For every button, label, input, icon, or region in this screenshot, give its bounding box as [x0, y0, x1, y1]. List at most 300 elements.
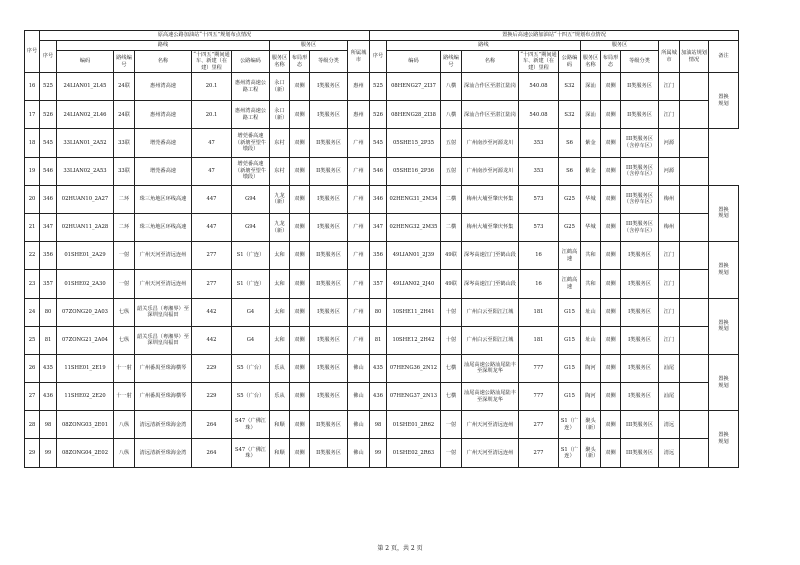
- left-grade-cell: I类服务区: [310, 354, 348, 382]
- planning-table-sheet: [24, 30, 739, 468]
- right-road-code-cell: S6: [559, 157, 581, 185]
- left-city-cell: 惠州: [348, 73, 370, 101]
- right-seq-cell: 98: [370, 411, 387, 439]
- left-city-cell: 广州: [348, 270, 370, 298]
- right-route-no-cell: 八横: [441, 73, 462, 101]
- left-code-cell: 02HUAN11_2A28: [57, 213, 114, 241]
- left-seq-cell: 346: [40, 185, 57, 213]
- left-code-cell: 01SHE02_2A30: [57, 270, 114, 298]
- station-plan-cell: [680, 326, 709, 354]
- table-body: [25, 73, 739, 468]
- right-sa-name-cell: 址山: [581, 298, 601, 326]
- left-sa-name-cell: 九龙（新）: [270, 213, 290, 241]
- station-plan-cell: [680, 383, 709, 411]
- left-city-cell: 广州: [348, 326, 370, 354]
- left-route-no-cell: 十一射: [114, 383, 135, 411]
- left-mileage-cell: 442: [192, 298, 232, 326]
- row-number: 26: [25, 354, 40, 382]
- right-name-cell: 深岑高速江门至鹤山段: [462, 242, 519, 270]
- left-grade-cell: II类服务区: [310, 157, 348, 185]
- right-city-cell: 清远: [659, 411, 680, 439]
- right-route-no-cell: 七横: [441, 354, 462, 382]
- table-row: [25, 157, 739, 185]
- left-name-cell: 珠三角地区环线高速: [135, 213, 192, 241]
- right-mileage-cell: 181: [519, 326, 559, 354]
- right-layout-cell: 双侧: [601, 298, 621, 326]
- left-group-header: 原高速公路加油站“十四五”规划布点情况: [40, 31, 370, 41]
- right-route-no-cell: 五射: [441, 129, 462, 157]
- left-seq-cell: 526: [40, 101, 57, 129]
- row-number: 29: [25, 439, 40, 467]
- left-mileage-cell: 442: [192, 326, 232, 354]
- right-seq-cell: 357: [370, 270, 387, 298]
- left-road-code-cell: G94: [232, 185, 270, 213]
- right-grade-cell: I类服务区: [621, 298, 659, 326]
- left-name-cell: 韶关乐昌（粤湘界）至深圳皇岗福田: [135, 326, 192, 354]
- right-col-grade: 等级分类: [621, 51, 659, 73]
- planning-table: [24, 30, 739, 468]
- right-sa-name-cell: 聚头（新）: [581, 439, 601, 467]
- left-route-header: 路线: [57, 41, 270, 51]
- left-col-seq: 序号: [40, 41, 57, 73]
- left-road-code-cell: S47（广佛江珠）: [232, 439, 270, 467]
- left-layout-cell: 双侧: [290, 101, 310, 129]
- left-mileage-cell: 264: [192, 439, 232, 467]
- left-seq-cell: 546: [40, 157, 57, 185]
- right-col-city: 所属城市: [659, 41, 680, 73]
- right-name-cell: 广州天河至清远连州: [462, 411, 519, 439]
- row-number: 19: [25, 157, 40, 185]
- right-col-name: 名称: [462, 51, 519, 73]
- right-name-cell: 汕尾高速公路汕尾陆丰至深圳龙华: [462, 383, 519, 411]
- table-row: [25, 439, 739, 467]
- right-grade-cell: I类服务区: [621, 270, 659, 298]
- row-number: 20: [25, 185, 40, 213]
- left-road-code-cell: S5（广台）: [232, 383, 270, 411]
- right-code-cell: 07HENG36_2N12: [387, 354, 441, 382]
- right-seq-cell: 347: [370, 213, 387, 241]
- left-layout-cell: 双侧: [290, 326, 310, 354]
- right-city-cell: 江门: [659, 73, 680, 101]
- right-road-code-cell: G25: [559, 213, 581, 241]
- left-col-sa-name: 服务区名称: [270, 51, 290, 73]
- station-plan-cell: [680, 411, 709, 439]
- right-road-code-cell: 江鹤高速: [559, 242, 581, 270]
- remark-text: 置换规划: [718, 319, 729, 333]
- right-route-no-cell: 49联: [441, 242, 462, 270]
- right-seq-cell: 356: [370, 242, 387, 270]
- right-city-cell: 汕尾: [659, 383, 680, 411]
- remark-text: 置换规划: [718, 263, 729, 276]
- left-sa-name-cell: 和顺: [270, 439, 290, 467]
- left-seq-cell: 436: [40, 383, 57, 411]
- row-number: 17: [25, 101, 40, 129]
- left-route-no-cell: 十一射: [114, 354, 135, 382]
- right-group-header: 置换后高速公路加油站“十四五”规划布点情况: [370, 31, 739, 41]
- left-city-cell: 广州: [348, 213, 370, 241]
- left-layout-cell: 双侧: [290, 354, 310, 382]
- left-city-cell: 广州: [348, 157, 370, 185]
- left-city-cell: 佛山: [348, 439, 370, 467]
- right-name-cell: 广州天河至清远连州: [462, 439, 519, 467]
- right-route-no-cell: 一射: [441, 411, 462, 439]
- right-col-mileage: “十四五”期间通车、新建（在建）里程: [520, 51, 557, 71]
- left-name-cell: 惠州湾高速: [135, 73, 192, 101]
- right-name-cell: 汕尾高速公路汕尾陆丰至深圳龙华: [462, 354, 519, 382]
- right-layout-cell: 双侧: [601, 73, 621, 101]
- right-sa-name-cell: 深汕: [581, 101, 601, 129]
- table-row: [25, 326, 739, 354]
- left-route-no-cell: 一射: [114, 242, 135, 270]
- right-mileage-cell: 777: [519, 383, 559, 411]
- station-plan-cell: [680, 242, 709, 270]
- right-route-no-cell: 一射: [441, 439, 462, 467]
- right-col-route-no: 路线编号: [441, 51, 462, 73]
- left-sa-name-cell: 太和: [270, 242, 290, 270]
- table-row: [25, 73, 739, 101]
- left-seq-cell: 81: [40, 326, 57, 354]
- right-city-cell: 河源: [659, 157, 680, 185]
- right-grade-cell: I类服务区: [621, 383, 659, 411]
- left-seq-cell: 435: [40, 354, 57, 382]
- left-grade-cell: II类服务区: [310, 242, 348, 270]
- table-row: [25, 129, 739, 157]
- left-seq-cell: 98: [40, 411, 57, 439]
- right-mileage-cell: 540.08: [519, 101, 559, 129]
- remark-cell: [709, 411, 739, 467]
- table-row: [25, 101, 739, 129]
- left-code-cell: 33LIAN01_2A52: [57, 129, 114, 157]
- row-number: 24: [25, 298, 40, 326]
- right-city-cell: 江门: [659, 242, 680, 270]
- right-grade-cell: I类服务区: [621, 326, 659, 354]
- left-route-no-cell: 八纵: [114, 411, 135, 439]
- remark-cell: [709, 73, 739, 129]
- left-road-code-cell: G4: [232, 298, 270, 326]
- right-road-code-cell: S1（广连）: [559, 411, 581, 439]
- right-city-cell: 江门: [659, 270, 680, 298]
- right-col-station-plan: 加油站规划情况: [680, 41, 709, 73]
- table-row: [25, 242, 739, 270]
- right-grade-cell: I类服务区: [621, 354, 659, 382]
- left-layout-cell: 双侧: [290, 185, 310, 213]
- left-name-cell: 增莞番高速: [135, 157, 192, 185]
- left-seq-cell: 357: [40, 270, 57, 298]
- left-code-cell: 11SHE01_2E19: [57, 354, 114, 382]
- left-col-road-code: 公路编码: [232, 51, 270, 73]
- station-plan-cell: [680, 101, 709, 129]
- left-name-cell: 清远清新至珠海金湾: [135, 439, 192, 467]
- right-layout-cell: 双侧: [601, 129, 621, 157]
- left-sa-name-cell: 乐从: [270, 354, 290, 382]
- left-mileage-cell: 447: [192, 213, 232, 241]
- left-sa-name-cell: 东村: [270, 129, 290, 157]
- right-name-cell: 梅州大埔至肇庆怀集: [462, 185, 519, 213]
- right-code-cell: 08HENG27_2I37: [387, 73, 441, 101]
- right-mileage-cell: 540.08: [519, 73, 559, 101]
- left-city-cell: 惠州: [348, 101, 370, 129]
- left-route-no-cell: 七纵: [114, 326, 135, 354]
- left-route-no-cell: 24联: [114, 101, 135, 129]
- left-name-cell: 惠州湾高速: [135, 101, 192, 129]
- left-code-cell: 07ZONG21_2A04: [57, 326, 114, 354]
- right-mileage-cell: 353: [519, 157, 559, 185]
- left-layout-cell: 双侧: [290, 73, 310, 101]
- right-road-code-cell: G25: [559, 185, 581, 213]
- right-name-cell: 广州南沙至河源龙川: [462, 157, 519, 185]
- right-code-cell: 02HENG31_2M34: [387, 185, 441, 213]
- right-grade-cell: III类服务区（含停车区）: [621, 129, 659, 157]
- right-mileage-cell: 573: [519, 213, 559, 241]
- right-name-cell: 深汕合作区至湛江陆岗: [462, 101, 519, 129]
- left-road-code-cell: S1（广连）: [232, 242, 270, 270]
- left-route-no-cell: 一射: [114, 270, 135, 298]
- station-plan-cell: [680, 354, 709, 382]
- left-road-code-cell: 惠州湾高速公路工程: [232, 101, 270, 129]
- left-mileage-cell: 447: [192, 185, 232, 213]
- right-col-code: 编码: [387, 51, 441, 73]
- remark-cell: [709, 185, 739, 241]
- left-city-cell: 佛山: [348, 383, 370, 411]
- right-seq-cell: 436: [370, 383, 387, 411]
- right-city-cell: 汕尾: [659, 354, 680, 382]
- right-grade-cell: III类服务区（含停车区）: [621, 185, 659, 213]
- right-name-cell: 广州白云至阳江江城: [462, 326, 519, 354]
- left-name-cell: 韶关乐昌（粤湘界）至深圳皇岗福田: [135, 298, 192, 326]
- left-city-cell: 广州: [348, 185, 370, 213]
- table-row: [25, 270, 739, 298]
- right-name-cell: 深汕合作区至湛江陆岗: [462, 73, 519, 101]
- right-grade-cell: III类服务区: [621, 439, 659, 467]
- right-sa-name-cell: 深汕: [581, 73, 601, 101]
- right-sa-name-cell: 华城: [581, 185, 601, 213]
- right-sa-name-cell: 陶河: [581, 354, 601, 382]
- station-plan-cell: [680, 439, 709, 467]
- left-col-route-no: 路线编号: [114, 51, 135, 73]
- left-route-no-cell: 33联: [114, 129, 135, 157]
- left-grade-cell: II类服务区: [310, 411, 348, 439]
- row-number: 18: [25, 129, 40, 157]
- left-name-cell: 增莞番高速: [135, 129, 192, 157]
- left-route-no-cell: 24联: [114, 73, 135, 101]
- left-seq-cell: 347: [40, 213, 57, 241]
- right-grade-cell: II类服务区: [621, 101, 659, 129]
- right-sa-name-cell: 紫金: [581, 157, 601, 185]
- right-city-cell: 梅州: [659, 213, 680, 241]
- right-route-no-cell: 二横: [441, 213, 462, 241]
- left-layout-cell: 双侧: [290, 242, 310, 270]
- left-grade-cell: I类服务区: [310, 326, 348, 354]
- left-col-code: 编码: [57, 51, 114, 73]
- right-mileage-cell: 353: [519, 129, 559, 157]
- right-code-cell: 07HENG37_2N13: [387, 383, 441, 411]
- right-code-cell: 02HENG32_2M35: [387, 213, 441, 241]
- right-grade-cell: III类服务区（含停车区）: [621, 213, 659, 241]
- left-city-cell: 广州: [348, 298, 370, 326]
- left-mileage-cell: 229: [192, 383, 232, 411]
- page-footer: 第 2 页，共 2 页: [377, 545, 423, 552]
- left-name-cell: 广州天河至清远连州: [135, 242, 192, 270]
- left-code-cell: 07ZONG20_2A03: [57, 298, 114, 326]
- right-route-no-cell: 五射: [441, 157, 462, 185]
- right-road-code-cell: G15: [559, 383, 581, 411]
- right-route-no-cell: 二横: [441, 185, 462, 213]
- right-layout-cell: 双侧: [601, 213, 621, 241]
- right-mileage-cell: 277: [519, 411, 559, 439]
- left-mileage-cell: 277: [192, 270, 232, 298]
- right-col-remark: 备注: [709, 41, 739, 73]
- right-layout-cell: 双侧: [601, 101, 621, 129]
- right-code-cell: 05SHE15_2P35: [387, 129, 441, 157]
- left-col-layout: 布局形态: [290, 51, 310, 73]
- right-grade-cell: III类服务区（含停车区）: [621, 157, 659, 185]
- left-grade-cell: II类服务区: [310, 270, 348, 298]
- remark-cell: [709, 298, 739, 354]
- left-code-cell: 02HUAN10_2A27: [57, 185, 114, 213]
- row-number: 21: [25, 213, 40, 241]
- left-sa-name-cell: 和顺: [270, 411, 290, 439]
- right-service-area-header: 服务区: [581, 41, 659, 51]
- right-road-code-cell: 江鹤高速: [559, 270, 581, 298]
- right-name-cell: 广州南沙至河源龙川: [462, 129, 519, 157]
- left-name-cell: 广州番禺至珠海横琴: [135, 354, 192, 382]
- row-number: 27: [25, 383, 40, 411]
- right-seq-cell: 525: [370, 73, 387, 101]
- left-layout-cell: 双侧: [290, 270, 310, 298]
- left-road-code-cell: G4: [232, 326, 270, 354]
- right-seq-cell: 81: [370, 326, 387, 354]
- left-col-city: 所属城市: [348, 41, 370, 73]
- left-name-cell: 清远清新至珠海金湾: [135, 411, 192, 439]
- left-name-cell: 珠三角地区环线高速: [135, 185, 192, 213]
- right-sa-name-cell: 共和: [581, 242, 601, 270]
- right-city-cell: 河源: [659, 129, 680, 157]
- left-seq-cell: 545: [40, 129, 57, 157]
- left-mileage-cell: 47: [192, 129, 232, 157]
- right-sa-name-cell: 共和: [581, 270, 601, 298]
- left-service-area-header: 服务区: [270, 41, 348, 51]
- right-col-layout: 布局形态: [601, 51, 621, 73]
- right-sa-name-cell: 聚头（新）: [581, 411, 601, 439]
- left-sa-name-cell: 东村: [270, 157, 290, 185]
- left-mileage-cell: 277: [192, 242, 232, 270]
- left-grade-cell: I类服务区: [310, 101, 348, 129]
- right-route-no-cell: 十射: [441, 298, 462, 326]
- right-city-cell: 江门: [659, 326, 680, 354]
- right-name-cell: 广州白云至阳江江城: [462, 298, 519, 326]
- right-seq-cell: 526: [370, 101, 387, 129]
- left-route-no-cell: 二环: [114, 213, 135, 241]
- left-layout-cell: 双侧: [290, 439, 310, 467]
- right-seq-cell: 435: [370, 354, 387, 382]
- row-number: 25: [25, 326, 40, 354]
- left-route-no-cell: 七纵: [114, 298, 135, 326]
- left-mileage-cell: 20.1: [192, 101, 232, 129]
- row-number: 23: [25, 270, 40, 298]
- seq-header: 序号: [25, 31, 40, 73]
- left-name-cell: 广州天河至清远连州: [135, 270, 192, 298]
- right-layout-cell: 双侧: [601, 354, 621, 382]
- left-grade-cell: I类服务区: [310, 73, 348, 101]
- left-city-cell: 佛山: [348, 411, 370, 439]
- right-code-cell: 05SHE16_2P36: [387, 157, 441, 185]
- left-layout-cell: 双侧: [290, 298, 310, 326]
- left-route-no-cell: 33联: [114, 157, 135, 185]
- left-grade-cell: II类服务区: [310, 129, 348, 157]
- right-code-cell: 01SHE02_2R63: [387, 439, 441, 467]
- left-mileage-cell: 229: [192, 354, 232, 382]
- station-plan-cell: [680, 129, 709, 157]
- left-seq-cell: 99: [40, 439, 57, 467]
- station-plan-cell: [680, 298, 709, 326]
- right-code-cell: 49LIAN01_2J39: [387, 242, 441, 270]
- left-col-name: 名称: [135, 51, 192, 73]
- left-sa-name-cell: 太和: [270, 270, 290, 298]
- right-layout-cell: 双侧: [601, 383, 621, 411]
- right-road-code-cell: S1（广连）: [559, 439, 581, 467]
- left-road-code-cell: 惠州湾高速公路工程: [232, 73, 270, 101]
- row-number: 22: [25, 242, 40, 270]
- left-grade-cell: I类服务区: [310, 185, 348, 213]
- table-row: [25, 298, 739, 326]
- left-sa-name-cell: 永口（新）: [270, 101, 290, 129]
- left-mileage-cell: 20.1: [192, 73, 232, 101]
- station-plan-cell: [680, 185, 709, 213]
- right-route-no-cell: 49联: [441, 270, 462, 298]
- right-seq-cell: 346: [370, 185, 387, 213]
- right-route-header: 路线: [387, 41, 581, 51]
- station-plan-cell: [680, 213, 709, 241]
- right-sa-name-cell: 紫金: [581, 129, 601, 157]
- left-code-cell: 01SHE01_2A29: [57, 242, 114, 270]
- right-sa-name-cell: 陶河: [581, 383, 601, 411]
- remark-text: 置换规划: [718, 376, 729, 389]
- right-road-code-cell: G15: [559, 354, 581, 382]
- left-road-code-cell: S1（广连）: [232, 270, 270, 298]
- right-city-cell: 江门: [659, 101, 680, 129]
- remark-text: 置换规划: [718, 94, 729, 107]
- left-road-code-cell: S5（广台）: [232, 354, 270, 382]
- remark-text: 置换规划: [718, 206, 729, 220]
- right-code-cell: 49LIAN02_2J40: [387, 270, 441, 298]
- left-sa-name-cell: 永口（新）: [270, 73, 290, 101]
- right-route-no-cell: 八横: [441, 101, 462, 129]
- right-road-code-cell: S32: [559, 73, 581, 101]
- table-row: [25, 354, 739, 382]
- right-layout-cell: 双侧: [601, 270, 621, 298]
- right-code-cell: 10SHE12_2H42: [387, 326, 441, 354]
- left-sa-name-cell: 九龙（新）: [270, 185, 290, 213]
- right-layout-cell: 双侧: [601, 326, 621, 354]
- right-seq-cell: 80: [370, 298, 387, 326]
- right-col-seq: 序号: [370, 41, 387, 73]
- left-layout-cell: 双侧: [290, 383, 310, 411]
- right-seq-cell: 99: [370, 439, 387, 467]
- left-road-code-cell: 增莞番高速（新塘至望牛墩段）: [232, 129, 270, 157]
- left-seq-cell: 80: [40, 298, 57, 326]
- station-plan-cell: [680, 157, 709, 185]
- remark-cell: [709, 242, 739, 298]
- left-mileage-cell: 264: [192, 411, 232, 439]
- left-code-cell: 11SHE02_2E20: [57, 383, 114, 411]
- right-sa-name-cell: 华城: [581, 213, 601, 241]
- left-grade-cell: I类服务区: [310, 213, 348, 241]
- right-name-cell: 深岑高速江门至鹤山段: [462, 270, 519, 298]
- right-code-cell: 01SHE01_2R62: [387, 411, 441, 439]
- row-number: 28: [25, 411, 40, 439]
- left-code-cell: 33LIAN02_2A53: [57, 157, 114, 185]
- right-layout-cell: 双侧: [601, 157, 621, 185]
